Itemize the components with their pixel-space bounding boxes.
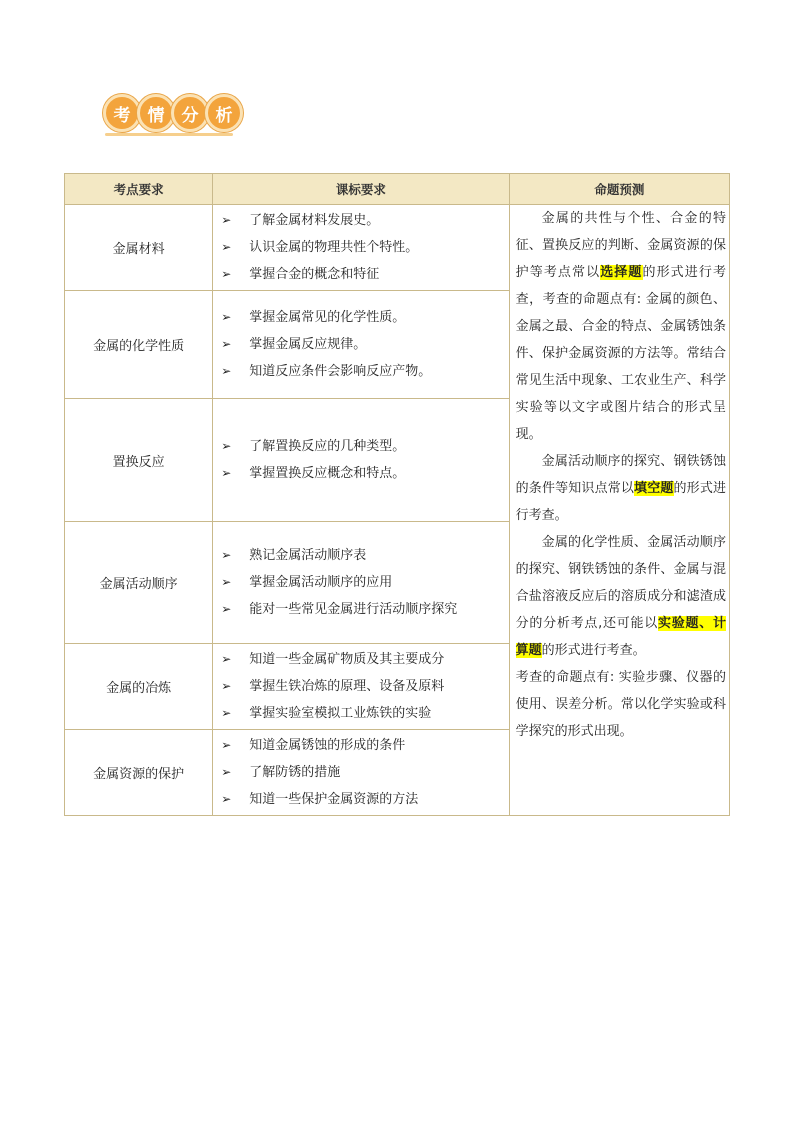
arrow-bullet-icon: ➢ [221,439,232,453]
arrow-bullet-icon: ➢ [221,310,232,324]
table-header-row [65,174,730,205]
arrow-bullet-icon: ➢ [221,548,232,562]
requirements-cell [213,644,509,730]
topic-cell: 金属资源的保护 [65,730,213,816]
list-item: ➢ 了解置换反应的几种类型。 [221,433,508,460]
requirements-cell [213,291,509,399]
list-item: ➢ 知道一些保护金属资源的方法 [221,786,508,813]
list-item: ➢ 知道一些金属矿物质及其主要成分 [221,646,508,673]
list-item: ➢ 知道反应条件会影响反应产物。 [221,358,508,385]
arrow-bullet-icon: ➢ [221,337,232,351]
highlight-fill-blank: 填空题 [634,481,674,496]
list-item: ➢ 了解防锈的措施 [221,759,508,786]
arrow-bullet-icon: ➢ [221,213,232,227]
list-item: ➢ 掌握金属常见的化学性质。 [221,304,508,331]
list-item: ➢ 认识金属的物理共性个特性。 [221,234,508,261]
arrow-bullet-icon: ➢ [221,602,232,616]
arrow-bullet-icon: ➢ [221,679,232,693]
list-item: ➢ 掌握合金的概念和特征 [221,261,508,288]
requirements-cell [213,399,509,522]
prediction-paragraph-2: 金属活动顺序的探究、钢铁锈蚀的条件等知识点常以填空题的形式进行考查。 [515,454,726,523]
arrow-bullet-icon: ➢ [221,738,232,752]
arrow-bullet-icon: ➢ [221,466,232,480]
list-item: ➢ 了解金属材料发展史。 [221,207,508,234]
arrow-bullet-icon: ➢ [221,765,232,779]
arrow-bullet-icon: ➢ [221,792,232,806]
heading-char-3: 分 [171,94,209,132]
section-heading-badge [103,95,239,131]
list-item: ➢ 知道金属锈蚀的形成的条件 [221,732,508,759]
topic-cell: 置换反应 [65,399,213,522]
heading-char-2: 情 [137,94,175,132]
requirements-cell [213,730,509,816]
list-item: ➢ 能对一些常见金属进行活动顺序探究 [221,596,508,623]
heading-underline [105,133,233,136]
arrow-bullet-icon: ➢ [221,267,232,281]
heading-char-4: 析 [205,94,243,132]
exam-analysis-table [64,173,730,816]
topic-cell: 金属的化学性质 [65,291,213,399]
requirements-cell [213,205,509,291]
arrow-bullet-icon: ➢ [221,364,232,378]
prediction-paragraph-3: 金属的化学性质、金属活动顺序的探究、钢铁锈蚀的条件、金属与混合盐溶液反应后的溶质成分和滤渣成分的分析考点,还可能以实验题、计算题的形式进行考查。 [515,535,726,658]
arrow-bullet-icon: ➢ [221,575,232,589]
list-item: ➢ 掌握金属反应规律。 [221,331,508,358]
list-item: ➢ 掌握生铁冶炼的原理、设备及原料 [221,673,508,700]
list-item: ➢ 熟记金属活动顺序表 [221,542,508,569]
list-item: ➢ 掌握置换反应概念和特点。 [221,460,508,487]
prediction-cell [509,205,729,816]
arrow-bullet-icon: ➢ [221,652,232,666]
requirements-cell [213,522,509,644]
header-standard: 课标要求 [213,174,509,205]
prediction-paragraph-4: 考查的命题点有: 实验步骤、仪器的使用、误差分析。常以化学实验或科学探究的形式出现。 [515,670,726,739]
topic-cell: 金属的冶炼 [65,644,213,730]
arrow-bullet-icon: ➢ [221,240,232,254]
table-row [65,205,730,291]
header-topic: 考点要求 [65,174,213,205]
list-item: ➢ 掌握实验室模拟工业炼铁的实验 [221,700,508,727]
list-item: ➢ 掌握金属活动顺序的应用 [221,569,508,596]
heading-char-1: 考 [103,94,141,132]
highlight-choice-question: 选择题 [600,265,643,280]
header-prediction: 命题预测 [509,174,729,205]
topic-cell: 金属材料 [65,205,213,291]
arrow-bullet-icon: ➢ [221,706,232,720]
topic-cell: 金属活动顺序 [65,522,213,644]
highlight-experiment-calc: 实验题、计算题 [515,616,726,658]
prediction-paragraph-1: 金属的共性与个性、合金的特征、置换反应的判断、金属资源的保护等考点常以选择题的形式进行考查，考查的命题点有: 金属的颜色、金属之最、合金的特点、金属锈蚀条件、保护金属资源的方法等。常结合常见生活中现象、工农业生产、科学实验等以文字或图片结合的形式呈现。 [515,211,726,442]
